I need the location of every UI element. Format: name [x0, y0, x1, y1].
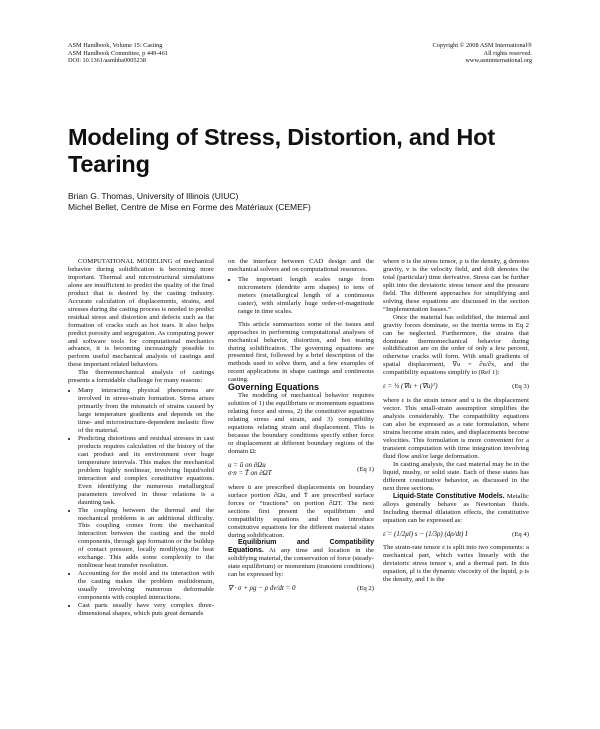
equation-label: (Eq 1) [357, 465, 374, 473]
paragraph: This article summarizes some of the issues and approaches in performing computational analyses of mechanical behavior, distortion, and hot tearing during solidification. The governing equations are presented first, followed by a brief description of the methods used to solve them, and a few examples of recent applications in shape castings and continuous casting. [228, 320, 374, 384]
list-item: • The important length scales range from micrometers (dendrite arm shapes) to tens of meters (metallurgical length of a continuous caster), with similarly huge order-of-magnitude range in time scales. [238, 276, 374, 316]
challenge-list-cont [228, 276, 374, 316]
paragraph: Once the material has solidified, the internal and gravity forces dominate, so the inertia terms in Eq 2 can be neglected. Furthermore, the strains that dominate thermomechanical behavior during solidification are on the order of only a few percent, otherwise cracks will form. With small gradients of spatial displacement, ∇u = ∂u/∂x, and the compatibility equations simplify to (Ref 1): [383, 313, 529, 377]
author-line: Brian G. Thomas, University of Illinois (UIUC) [68, 191, 239, 201]
article-title: Modeling of Stress, Distortion, and Hot Tearing [68, 124, 495, 177]
list-item: • Cast parts usually have very complex three-dimensional shapes, which puts great demands [78, 602, 214, 618]
section-heading: Governing Equations [228, 382, 320, 393]
paragraph: The strain-rate tensor ε̇ is split into two components: a mechanical part, which varies linearly with the deviatoric stress tensor s, and a thermal part. In this equation, μl is the dynamic viscosity of the liquid, ρ is the density, and I is the [383, 544, 529, 584]
paragraph-text: At any time and location in the solidifying material, the conservation of force (steady-state equilibrium) or momentum (transient conditions) can be expressed by: [228, 547, 374, 579]
equation-body: ε = ½ (∇u + (∇u)ᵀ) [383, 382, 438, 391]
header-left-line: ASM Handbook Committee, p 449-461 [68, 49, 168, 57]
paragraph-text: Metallic alloys generally behave as Newtonian fluids. Including thermal dilatation effects, the constitutive equation can be expressed as: [383, 492, 530, 524]
author-line: Michel Bellet, Centre de Mise en Forme des Matériaux (CEMEF) [68, 201, 311, 212]
list-item: • Predicting distortions and residual stresses in cast products requires calculation of the history of the cast product and its environment over huge temperature intervals. This makes the mechanical problem highly nonlinear, involving liquid/solid interaction and complex constitutive equations. Even identifying the numerous metallurgical parameters involved in those relations is a daunting task. [78, 435, 214, 507]
header-right-line: All rights reserved. [483, 49, 532, 57]
paragraph: The modeling of mechanical behavior requires solution of 1) the equilibrium or momentum equations relating force and stress, 2) the constitutive equations relating stress and strain, and 3) compatibility equations relating strain and displacement. This is because the boundary conditions specify either force or displacement at different boundary regions of the domain Ω: [228, 392, 374, 455]
equation-body: ∇ · σ + ρg − ρ dv/dt = 0 [228, 584, 296, 593]
equation-2 [228, 585, 374, 593]
equation-3 [383, 383, 529, 391]
subsection-heading: Equilibrium and Compatibility Equations. [228, 539, 374, 555]
equation-body [228, 462, 272, 478]
equation-1 [228, 462, 374, 478]
list-item: • Many interacting physical phenomena are involved in stress-strain formation. Stress arises primarily from the mismatch of strains caused by large temperature gradients and depends on the time- and microstructure-dependent inelastic flow of the material. [78, 387, 214, 435]
header-right [433, 42, 532, 65]
list-item: • Accounting for the mold and its interaction with the casting makes the problem multidomain, usually involving numerous deformable components with coupled interactions. [78, 570, 214, 602]
paragraph: where ε is the strain tensor and u is the displacement vector. This small-strain assumption simplifies the analysis considerably. The compatibility equations can also be expressed as a rate formulation, where strains become strain rates, and displacements become velocities. This formulation is more convenient for a transient computation with time integration involving fluid flow and/or large deformation. [383, 397, 529, 460]
equation-label: (Eq 4) [512, 530, 529, 538]
paragraph: The thermomechanical analysis of castings presents a formidable challenge for many reasons: [68, 369, 214, 385]
subsection-heading: Liquid-State Constitutive Models. [393, 492, 505, 500]
equation-label: (Eq 2) [357, 585, 374, 593]
equation-line: σ·n = T̄ on ∂ΩT [228, 468, 272, 477]
column-2 [228, 258, 374, 599]
equation-label: (Eq 3) [512, 383, 529, 391]
column-1 [68, 258, 214, 618]
header-right-line: www.asminternational.org [465, 57, 532, 65]
header-left-line: DOI: 10.1361/asmhba0005238 [68, 57, 147, 65]
intro-paragraph: COMPUTATIONAL MODELING of mechanical behavior during solidification is becoming more important. Thermal and microstructural simulations alone are insufficient to predict the quality of the final product that is desired by the casting industry. Accurate calculation of displacements, strains, and stresses during the casting process is needed to predict residual stress and distortion and defects such as the formation of cracks such as hot tears. It also helps predict porosity and segregation. As computing power and software tools for computational mechanics advance, it is becoming increasingly possible to perform useful mechanical analysis of castings and these important related behaviors. [68, 258, 214, 369]
paragraph: where ū are prescribed displacements on boundary surface portion ∂Ωu, and T̄ are prescribed surface forces or “tractions” on portion ∂ΩT. The next sections first present the equilibrium and compatibility equations and then introduce constitutive equations for the different material states during solidification. [228, 483, 374, 539]
authors [68, 191, 311, 212]
paragraph: on the interface between CAD design and the mechanical solvers and on computational resources. [228, 258, 374, 273]
header-left [68, 42, 168, 65]
header-right-line: Copyright © 2008 ASM International® [432, 42, 532, 49]
equation-body: ε̇ = (1/2μl) s − (1/3ρ) (dρ/dt) I [383, 529, 468, 538]
equation-line: u = ū on ∂Ωu [228, 460, 266, 469]
paragraph: where σ is the stress tensor, ρ is the density, g denotes gravity, v is the velocity field, and d/dt denotes the total (particular) time derivative. Stress can be further split into the deviatoric stress tensor and the pressure field. The different approaches for simplifying and solving these equations are discussed in the section “Implementation Issues.” [383, 258, 529, 313]
equation-4 [383, 531, 529, 539]
list-item: • The coupling between the thermal and the mechanical problems is an additional difficulty. This coupling comes from the mechanical interaction between the casting and the mold components, through gap formation or the buildup of contact pressure, locally modifying the heat exchange. This adds some complexity to the nonlinear heat transfer resolution. [78, 507, 214, 571]
paragraph: In casting analysis, the cast material may be in the liquid, mushy, or solid state. Each of these states has different constitutive behavior, as discussed in the next three sections. [383, 460, 529, 492]
header-left-line: ASM Handbook, Volume 15: Casting [68, 42, 163, 49]
column-3 [383, 258, 529, 584]
challenge-list [68, 387, 214, 618]
